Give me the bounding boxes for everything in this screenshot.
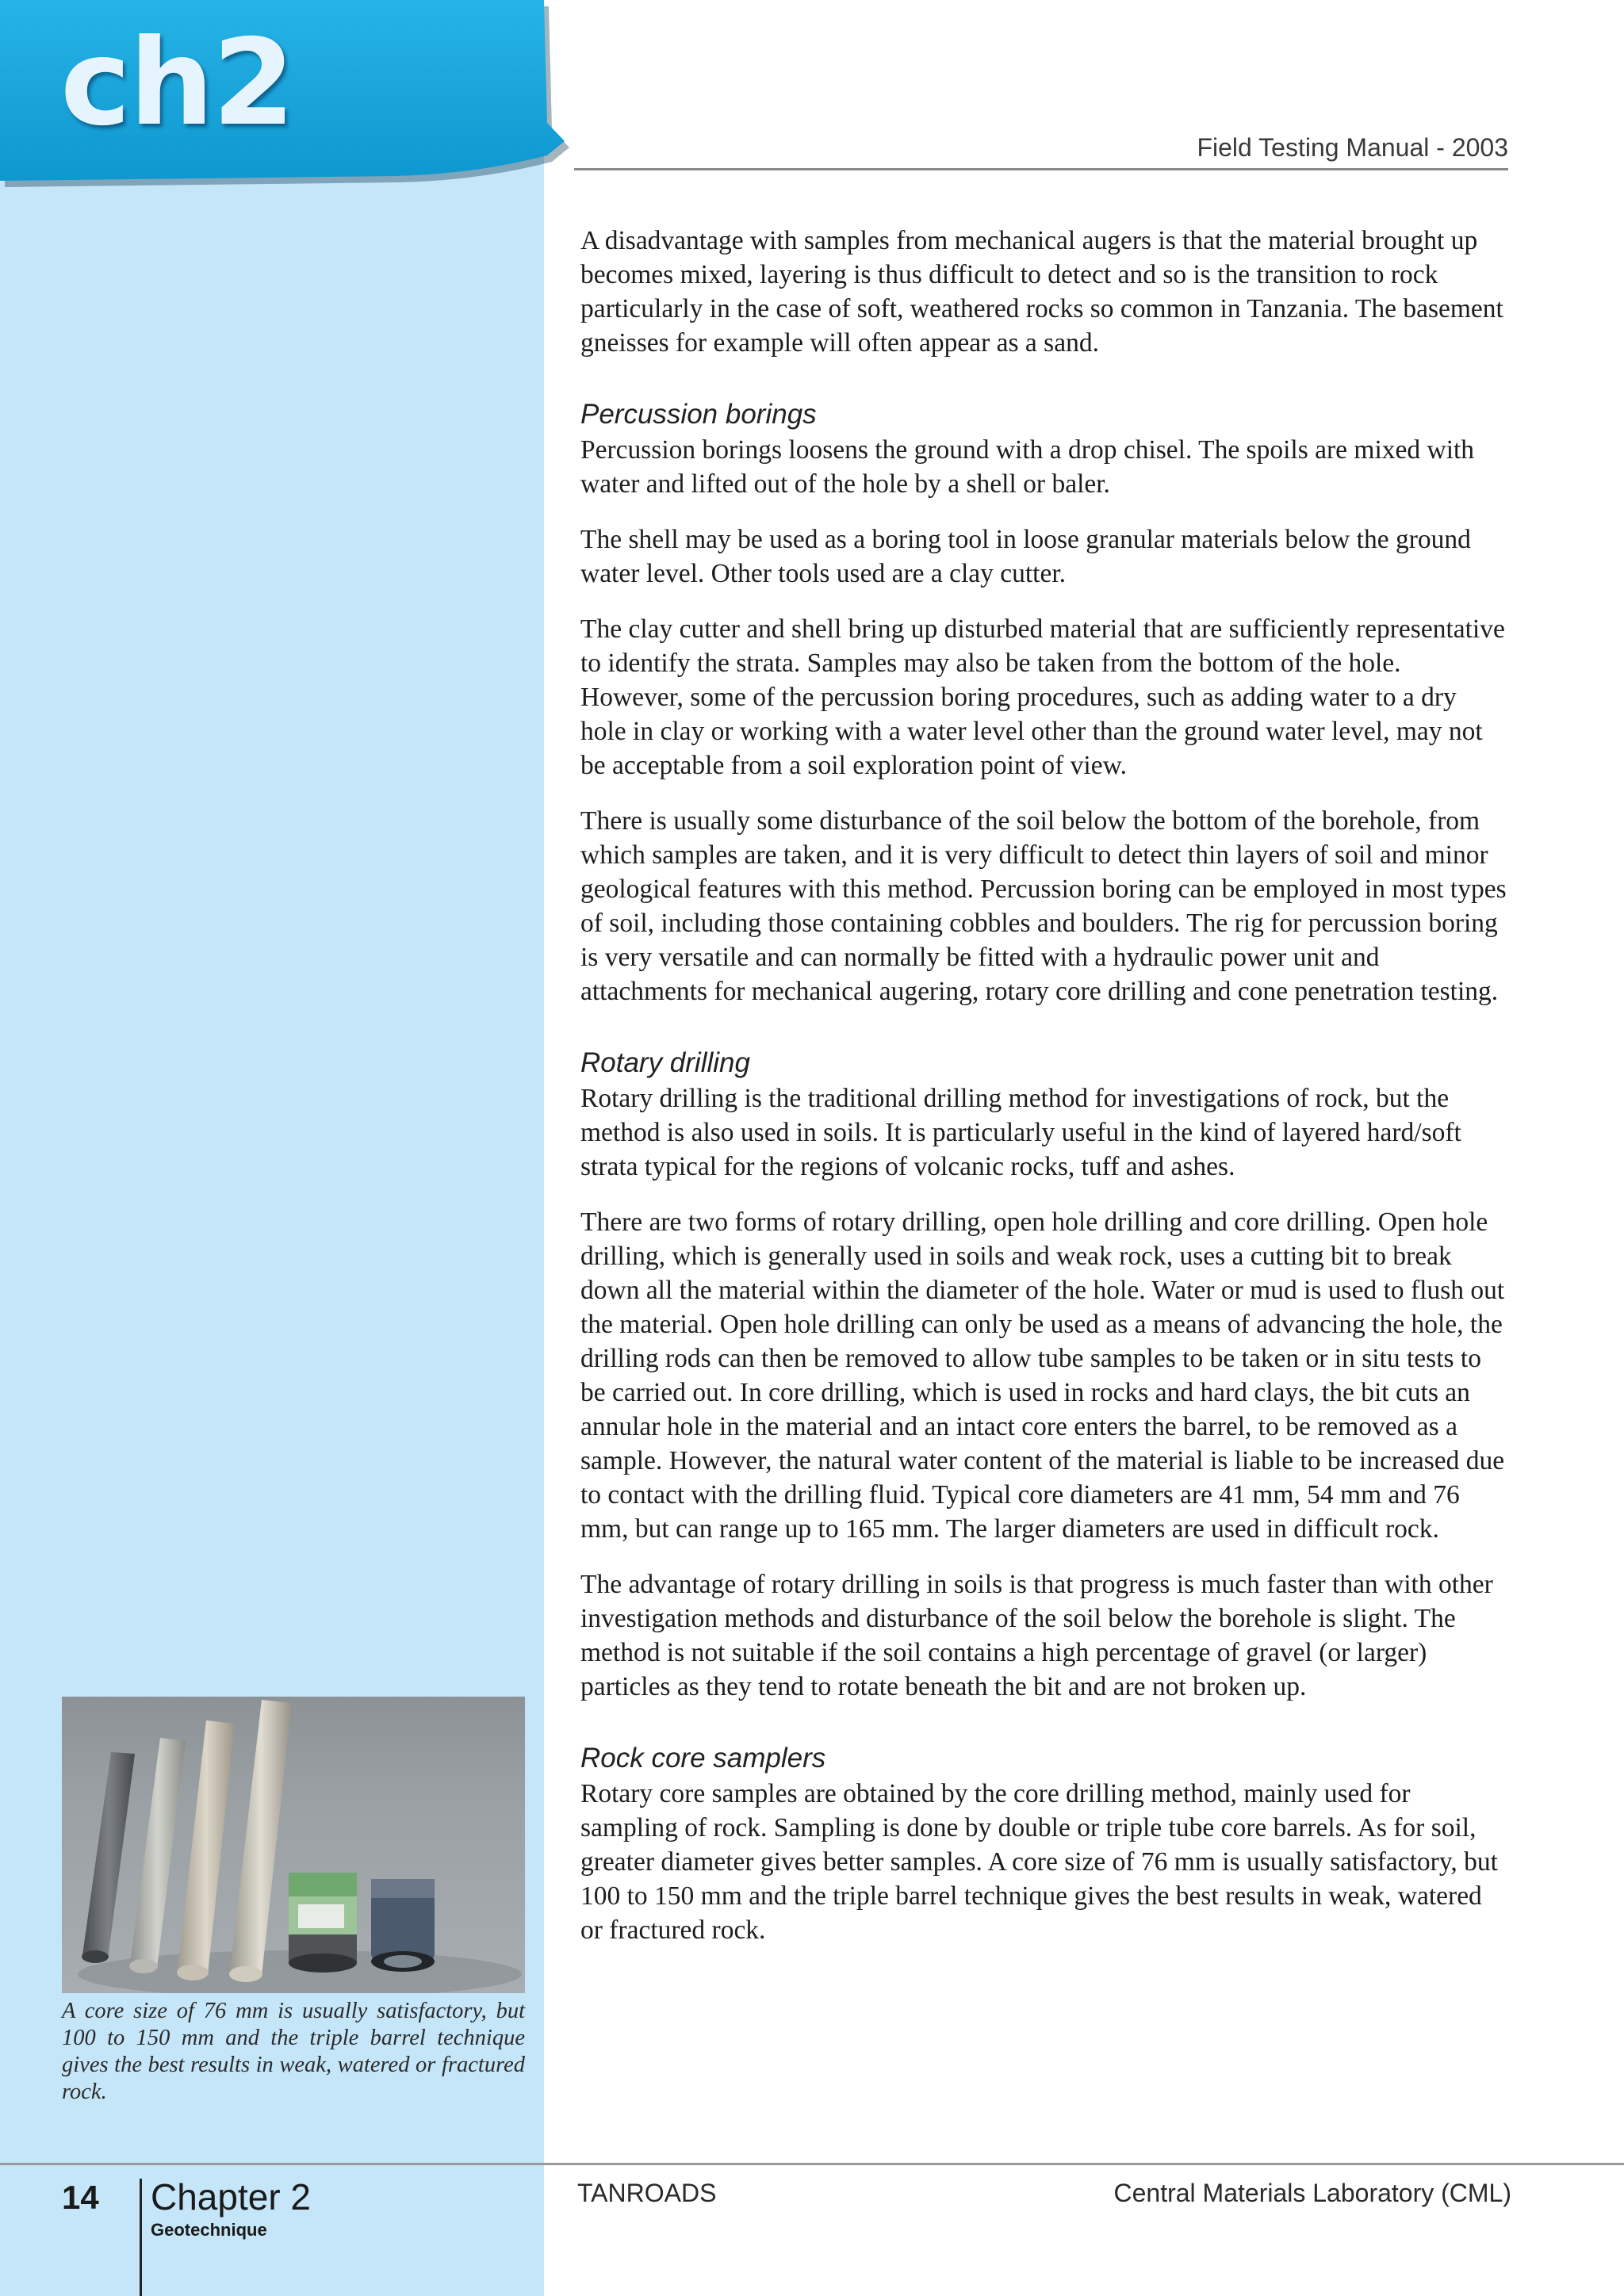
body-paragraph: There are two forms of rotary drilling, open hole drilling and core drilling. Open hole drilling, which is generally used in soils and weak rock, uses a cutting bit to break down all the material within the diameter of the hole. Water or mud is used to flush out the material. Open hole drilling can only be used as a means of advancing the hole, the drilling rods can then be removed to allow tube samples to be taken or in situ tests to be carried out. In core drilling, which is used in rocks and hard clays, the bit cuts an annular hole in the material and an intact core enters the barrel, to be removed as a sample. However, the natural water content of the material is liable to be increased due to contact with the drilling fluid. Typical core diameters are 41 mm, 54 mm and 76 mm, but can range up to 165 mm. The larger diameters are used in difficult rock.: [580, 1207, 1505, 1544]
core-bit-steel: [371, 1879, 435, 1972]
main-content: [580, 224, 1508, 1969]
running-head: Field Testing Manual - 2003: [1197, 133, 1508, 162]
footer-publisher: TANROADS: [577, 2179, 717, 2207]
section-heading-rock-core: Rock core samplers: [580, 1743, 826, 1774]
footer-divider: [140, 2179, 142, 2296]
section-heading-percussion: Percussion borings: [580, 399, 817, 430]
body-paragraph: There is usually some disturbance of the soil below the bottom of the borehole, from which samples are taken, and it is very difficult to detect thin layers of soil and minor geological features with this method. Percussion boring can be employed in most types of soil, including those containing cobbles and boulders. The rig for percussion boring is very versatile and can normally be fitted with a hydraulic power unit and attachments for mechanical augering, rotary core drilling and cone penetration testing.: [580, 806, 1507, 1006]
body-paragraph: Percussion borings loosens the ground with a drop chisel. The spoils are mixed with water and lifted out of the hole by a shell or baler.: [580, 435, 1475, 499]
footer-rule: [0, 2163, 1624, 2165]
rock-core-granite-3: [229, 1700, 292, 1982]
rock-core-dark: [82, 1752, 135, 1963]
figure-caption: A core size of 76 mm is usually satisfactory, but 100 to 150 mm and the triple barrel technique gives the best results in weak, watered or fractured rock.: [62, 1999, 525, 2104]
footer-chapter-label: Chapter 2: [151, 2176, 312, 2218]
intro-paragraph: A disadvantage with samples from mechanical augers is that the material brought up becomes mixed, layering is thus difficult to detect and so is the transition to rock particularly in the case of soft, weathered rocks so common in Tanzania. The basement gneisses for example will often appear as a sand.: [580, 226, 1503, 358]
body-paragraph: Rotary core samples are obtained by the core drilling method, mainly used for sampling of rock. Sampling is done by double or triple tube core barrels. As for soil, greater diameter gives better samples. A core size of 76 mm is usually satisfactory, but 100 to 150 mm and the triple barrel technique gives the best results in weak, watered or fractured rock.: [580, 1779, 1498, 1945]
body-paragraph: The advantage of rotary drilling in soils is that progress is much faster than with other investigation methods and disturbance of the soil below the borehole is slight. The method is not suitable if the soil contains a high percentage of gravel (or larger) particles as they tend to rotate beneath the bit and are not broken up.: [580, 1570, 1493, 1701]
section-heading-rotary: Rotary drilling: [580, 1047, 750, 1078]
body-paragraph: The clay cutter and shell bring up disturbed material that are sufficiently representative to identify the strata. Samples may also be taken from the bottom of the hole. However, some of the percussion boring procedures, such as adding water to a dry hole in clay or working with a water level other than the ground water level, may not be acceptable from a soil exploration point of view.: [580, 614, 1505, 780]
footer-chapter-subtitle: Geotechnique: [151, 2220, 267, 2240]
body-paragraph: The shell may be used as a boring tool in loose granular materials below the ground water level. Other tools used are a clay cutter.: [580, 525, 1471, 588]
rock-core-granite-1: [129, 1738, 186, 1973]
footer-organization: Central Materials Laboratory (CML): [1113, 2179, 1511, 2207]
page-number: 14: [62, 2179, 99, 2216]
body-paragraph: Rotary drilling is the traditional drilling method for investigations of rock, but the method is also used in soils. It is particularly useful in the kind of layered hard/soft strata typical for the regions of volcanic rocks, tuff and ashes.: [580, 1084, 1461, 1181]
chapter-tag: ch2: [60, 14, 294, 152]
header-rule: [574, 168, 1508, 170]
core-samples-photo: [62, 1697, 525, 1993]
rock-core-granite-2: [177, 1720, 235, 1980]
core-bit-green: [289, 1873, 357, 1973]
